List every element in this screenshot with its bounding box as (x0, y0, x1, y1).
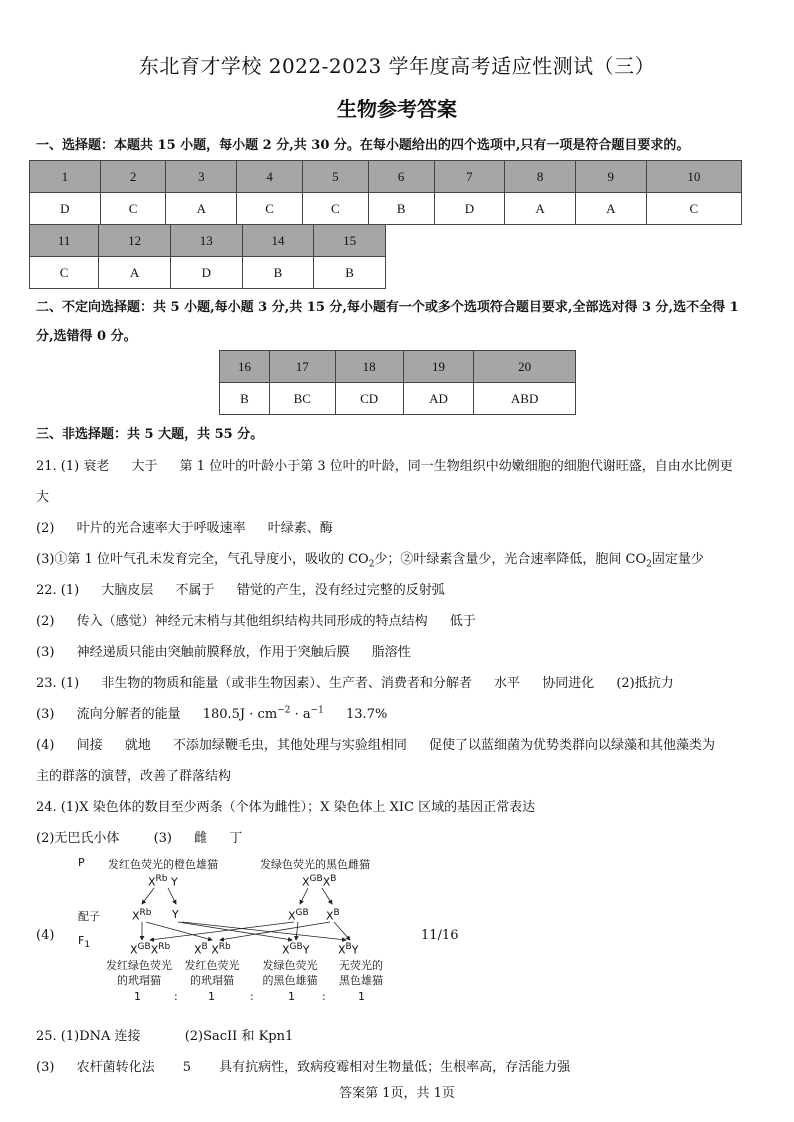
q23-label: 23. (1) (36, 676, 80, 691)
question-number: 5 (302, 161, 368, 193)
allele-x: X (211, 943, 219, 957)
q23-answer: 不添加绿鞭毛虫，其他处理与实验组相同 (172, 738, 407, 753)
q23-answer: 间接 (76, 738, 103, 753)
offspring-phenotype-3 (258, 958, 322, 988)
q22-line2 (36, 610, 476, 629)
q21-answer: (3)①第 1 位叶气孔未发育完全，气孔导度小，吸收的 CO (36, 552, 369, 567)
q22-answer: 传入（感觉）神经元末梢与其他组织结构共同形成的特点结构 (76, 614, 428, 629)
q22-answer: 神经递质只能由突触前膜释放，作用于突触后膜 (76, 645, 350, 660)
q22-answer: 脂溶性 (371, 645, 411, 660)
page-subtitle: 生物参考答案 (337, 97, 457, 121)
q25-sub-label: (3) (36, 1060, 55, 1075)
offspring-genotype-3 (282, 942, 309, 957)
question-number: 10 (646, 161, 741, 193)
offspring-phenotype-2 (180, 958, 244, 988)
question-number: 16 (220, 351, 270, 383)
table-row (220, 383, 576, 415)
q23-answer: 水平 (494, 676, 521, 691)
question-number: 3 (166, 161, 237, 193)
question-number: 18 (335, 351, 403, 383)
phenotype-text: 的黑色雄猫 (262, 974, 318, 987)
offspring-genotype-1 (130, 942, 170, 957)
phenotype-text: 发红色荧光 (184, 959, 240, 972)
answer-cell: CD (335, 383, 403, 415)
q22-sub-label: (2) (36, 614, 55, 629)
allele-sup: GB (295, 908, 309, 918)
phenotype-text: 黑色雄猫 (339, 974, 383, 987)
page-title: 东北育才学校 2022-2023 学年度高考适应性测试（三） (138, 54, 656, 78)
q24-answer: (2)无巴氏小体 (36, 831, 120, 846)
question-number: 1 (30, 161, 101, 193)
allele-x: X (338, 943, 346, 957)
q21-line2 (36, 517, 333, 536)
q22-answer: 错觉的产生，没有经过完整的反射弧 (236, 583, 445, 598)
q21-answer: 叶绿素、酶 (267, 521, 333, 536)
phenotype-text: 发红绿色荧光 (106, 959, 172, 972)
genotype-female-parent (302, 874, 336, 889)
allele-x: X (302, 875, 310, 889)
answer-cell: C (646, 193, 741, 225)
question-number: 6 (368, 161, 434, 193)
table-row (30, 161, 742, 193)
gamete-1 (132, 908, 152, 923)
allele-sup: B (201, 942, 208, 952)
allele-sup: B (333, 908, 340, 918)
q23-sub-label: (4) (36, 738, 55, 753)
allele-sup: Rb (155, 874, 168, 884)
answer-cell: C (302, 193, 368, 225)
allele-x: X (130, 943, 138, 957)
q25-answer: 5 (182, 1060, 191, 1075)
cross-parent-female: 发绿色荧光的黑色雌猫 (260, 858, 370, 871)
allele-sup: GB (289, 942, 303, 952)
question-number: 8 (505, 161, 576, 193)
answer-cell: ABD (474, 383, 576, 415)
q22-sub-label: (3) (36, 645, 55, 660)
allele-sup: B (330, 874, 337, 884)
gamete-2: Y (172, 908, 179, 921)
table-row (30, 193, 742, 225)
allele-sup: Rb (139, 908, 152, 918)
q22-answer: 低于 (449, 614, 476, 629)
answer-cell: D (434, 193, 505, 225)
q22-line3 (36, 641, 411, 660)
genotype-male-parent (148, 874, 178, 889)
question-number: 11 (30, 225, 99, 257)
section3-heading: 三、非选择题：共 5 大题，共 55 分。 (36, 427, 264, 442)
answer-cell: BC (270, 383, 336, 415)
offspring-genotype-2 (194, 942, 231, 957)
answer-cell: A (505, 193, 576, 225)
q21-answer: 固定量少 (651, 552, 704, 567)
q21-answer: 21. (1) 衰老 (36, 459, 110, 474)
answer-cell: D (30, 193, 101, 225)
q24-line1: 24. (1)X 染色体的数目至少两条（个体为雌性）；X 染色体上 XIC 区域的基因正常表达 (36, 800, 536, 815)
q23-sub-label: (3) (36, 707, 55, 722)
q23-answer: 13.7% (346, 707, 388, 722)
allele-y: Y (302, 943, 310, 957)
answer-cell: B (220, 383, 270, 415)
q23-answer: 非生物的物质和能量（或非生物因素）、生产者、消费者和分解者 (101, 676, 472, 691)
question-number: 7 (434, 161, 505, 193)
q24-sub-label: (3) (153, 831, 172, 846)
q22-answer: 大脑皮层 (101, 583, 154, 598)
answer-cell: B (242, 257, 314, 289)
allele-sup: Rb (218, 942, 231, 952)
question-number: 13 (170, 225, 242, 257)
q21-answer: 少；②叶绿素含量少，光合速率降低，胞间 CO (374, 552, 647, 567)
question-number: 15 (314, 225, 386, 257)
q23-answer: (2)抵抗力 (616, 676, 674, 691)
section2-heading-line2: 分,选错得 0 分。 (36, 329, 137, 344)
answer-cell: C (30, 257, 99, 289)
answer-table-2 (29, 224, 386, 289)
q22-label: 22. (1) (36, 583, 80, 598)
allele-x: X (282, 943, 290, 957)
answer-cell: A (166, 193, 237, 225)
genetic-cross-diagram (70, 852, 400, 1004)
section2-heading-line1: 二、不定向选择题：共 5 小题,每小题 3 分,共 15 分,每小题有一个或多个选项符合题目要求,全部选对得 3 分,选不全得 1 (36, 300, 739, 315)
answer-table-1 (29, 160, 742, 225)
ratio-colon: : (322, 990, 326, 1003)
ratio-value: 1 (208, 990, 215, 1003)
cross-p-label: P (78, 856, 85, 869)
table-row (220, 351, 576, 383)
page-footer: 答案第 1页，共 1页 (339, 1086, 455, 1101)
question-number: 4 (237, 161, 303, 193)
q24-part4-label: (4) (36, 928, 55, 943)
cross-gamete-label: 配子 (78, 910, 100, 923)
answer-cell: AD (403, 383, 474, 415)
phenotype-text: 发绿色荧光 (262, 959, 318, 972)
q24-answer: 丁 (229, 831, 243, 846)
q25-answer: 具有抗病性，致病疫霉相对生物量低；生根率高，存活能力强 (219, 1060, 571, 1075)
table-row (30, 257, 386, 289)
q22-line1 (36, 579, 445, 598)
q23-line3 (36, 734, 715, 753)
answer-cell: D (170, 257, 242, 289)
allele-x: X (132, 909, 140, 923)
q21-sub-label: (2) (36, 521, 55, 536)
phenotype-text: 的玳瑁猫 (190, 974, 234, 987)
answer-cell: A (575, 193, 646, 225)
ratio-value: 1 (134, 990, 141, 1003)
q24-answer: 雌 (194, 831, 208, 846)
f1-letter: F (78, 934, 85, 947)
answer-table-3 (219, 350, 576, 415)
subscript: 2 (368, 559, 375, 570)
q21-line1 (36, 455, 733, 474)
q24-ratio-answer: 11/16 (421, 928, 459, 943)
allele-y: Y (171, 875, 178, 889)
ratio-value: 1 (288, 990, 295, 1003)
q21-answer: 叶片的光合速率大于呼吸速率 (76, 521, 246, 536)
allele-x: X (322, 875, 331, 889)
allele-x: X (288, 909, 296, 923)
phenotype-text: 的玳瑁猫 (117, 974, 161, 987)
question-number: 2 (100, 161, 166, 193)
q25-answer: (2)SacII 和 Kpn1 (184, 1029, 294, 1044)
question-number: 20 (474, 351, 576, 383)
question-number: 9 (575, 161, 646, 193)
cross-parent-male: 发红色荧光的橙色雄猫 (108, 858, 218, 871)
phenotype-text: 无荧光的 (339, 959, 383, 972)
ratio-value: 1 (358, 990, 365, 1003)
allele-sup: Rb (158, 942, 171, 952)
answer-cell: A (99, 257, 171, 289)
q23-line4: 主的群落的演替，改善了群落结构 (36, 769, 232, 784)
answer-cell: C (100, 193, 166, 225)
question-number: 12 (99, 225, 171, 257)
ratio-colon: : (250, 990, 254, 1003)
allele-x: X (194, 943, 202, 957)
gamete-3 (288, 908, 309, 923)
table-row (30, 225, 386, 257)
q23-answer: 协同进化 (542, 676, 595, 691)
q23-line2 (36, 703, 387, 722)
q24-line2 (36, 827, 242, 846)
answer-cell: B (368, 193, 434, 225)
q23-answer: 促使了以蓝细菌为优势类群向以绿藻和其他藻类为 (429, 738, 716, 753)
q23-answer: · a (290, 707, 311, 722)
question-number: 14 (242, 225, 314, 257)
superscript: −2 (277, 705, 291, 716)
q23-answer: 就地 (124, 738, 151, 753)
ratio-colon: : (174, 990, 178, 1003)
allele-sup: B (345, 942, 352, 952)
gamete-4 (326, 908, 340, 923)
offspring-genotype-4 (338, 942, 358, 957)
f1-subscript: 1 (84, 940, 91, 951)
cross-f1-label (78, 934, 90, 950)
allele-y: Y (351, 943, 359, 957)
allele-sup: GB (137, 942, 151, 952)
offspring-phenotype-4 (332, 958, 390, 988)
question-number: 17 (270, 351, 336, 383)
q21-answer: 第 1 位叶的叶龄小于第 3 位叶的叶龄，同一生物组织中幼嫩细胞的细胞代谢旺盛，自由水比例更 (179, 459, 733, 474)
q21-line3 (36, 548, 704, 570)
question-number: 19 (403, 351, 474, 383)
allele-x: X (148, 875, 156, 889)
q23-line1 (36, 672, 674, 691)
q22-answer: 不属于 (175, 583, 215, 598)
superscript: −1 (310, 705, 324, 716)
answer-cell: B (314, 257, 386, 289)
allele-x: X (150, 943, 159, 957)
section1-heading: 一、选择题：本题共 15 小题，每小题 2 分,共 30 分。在每小题给出的四个选项中,只有一项是符合题目要求的。 (36, 138, 690, 153)
q23-answer: 180.5J · cm (202, 707, 278, 722)
q25-answer: 农杆菌转化法 (76, 1060, 155, 1075)
offspring-phenotype-1 (104, 958, 174, 988)
allele-x: X (326, 909, 334, 923)
q23-answer: 流向分解者的能量 (76, 707, 181, 722)
answer-cell: C (237, 193, 303, 225)
q21-line1-cont: 大 (36, 490, 50, 505)
subscript: 2 (646, 559, 652, 570)
q21-answer: 大于 (131, 459, 158, 474)
q25-line1 (36, 1025, 293, 1044)
q25-answer: 25. (1)DNA 连接 (36, 1029, 141, 1044)
allele-sup: GB (309, 874, 323, 884)
q25-line2 (36, 1056, 570, 1075)
